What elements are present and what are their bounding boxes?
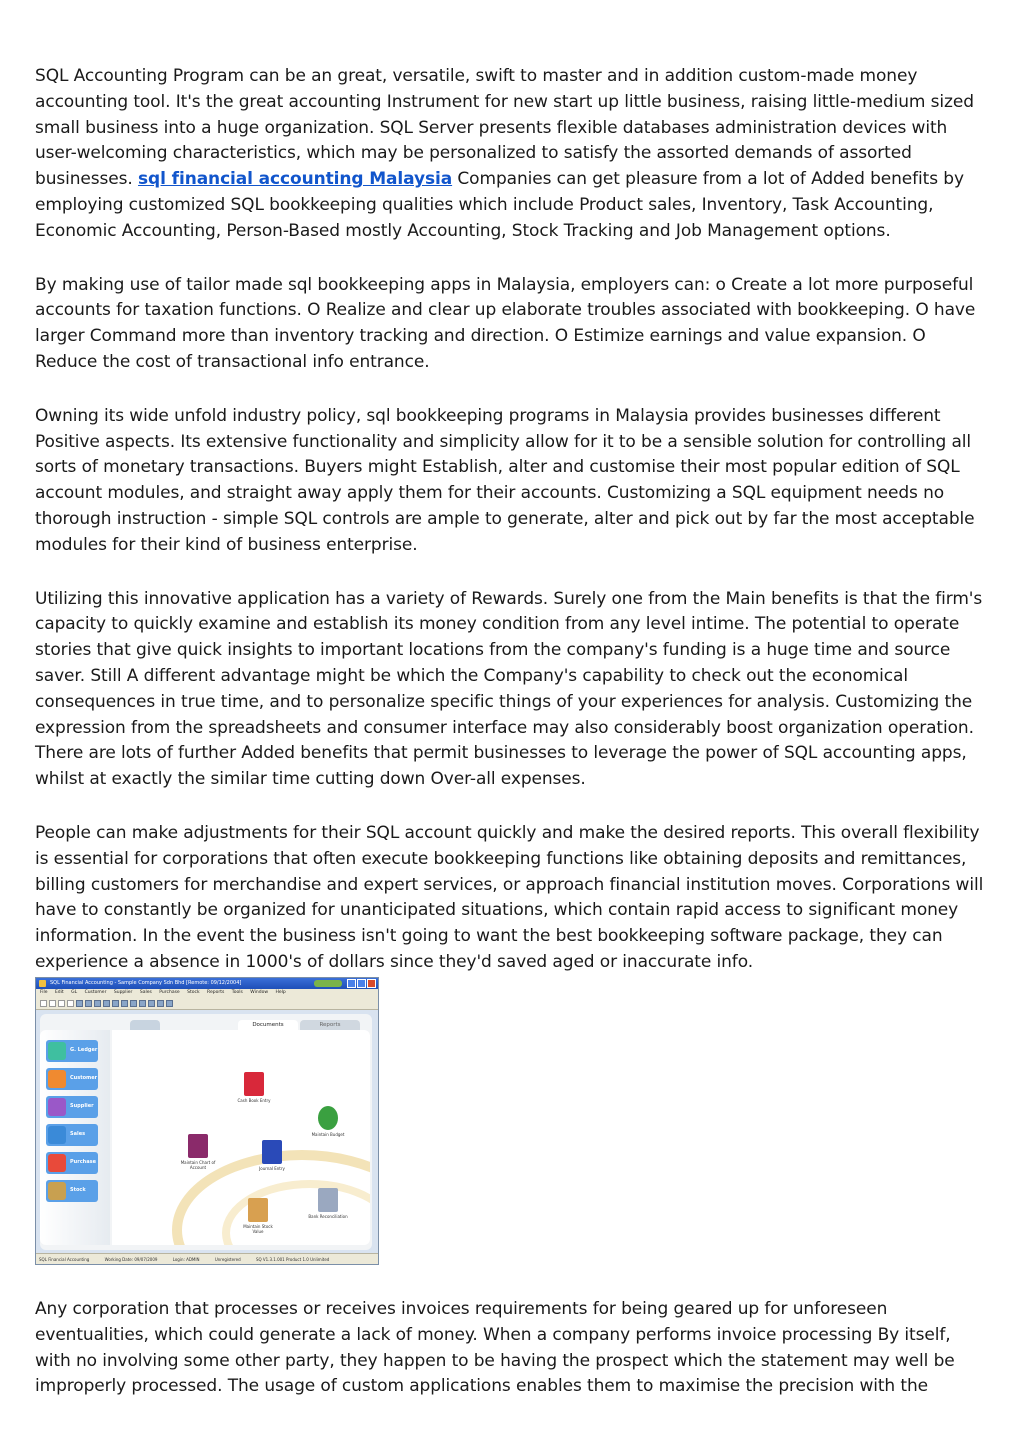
tab-reports: Reports — [300, 1020, 360, 1030]
last-record-icon — [67, 1000, 74, 1007]
status-working-date: Working Date: 09/07/2009 — [104, 1257, 158, 1262]
toolbar-icon — [157, 1000, 164, 1007]
module-label: Cash Book Entry — [237, 1098, 271, 1103]
sidebar-item-label: Supplier — [70, 1103, 94, 1109]
prev-record-icon — [49, 1000, 56, 1007]
purchase-icon — [48, 1154, 66, 1172]
toolbar-icon — [130, 1000, 137, 1007]
toolbar-icon — [166, 1000, 173, 1007]
menu-customer: Customer — [84, 990, 107, 995]
sidebar-item-sales — [46, 1124, 98, 1146]
toolbar-icon — [112, 1000, 119, 1007]
documents-panel — [112, 1030, 370, 1245]
menu-gl: GL — [71, 990, 78, 995]
sidebar-item-label: Purchase — [70, 1159, 96, 1165]
chart-of-account-icon — [188, 1134, 208, 1158]
paragraph-2: By making use of tailor made sql bookkeeping apps in Malaysia, employers can: o Create a lot more purposeful accounts for taxation functions. O Realize and clear up elaborate troubles associated with bookkeeping. O have larger Command more than inventory tracking and direction. O Estimize earnings and value expansion. O Reduce the cost of transactional info entrance. — [35, 274, 976, 372]
module-maintain-chart-of-account — [178, 1134, 218, 1170]
toolbar-icon — [76, 1000, 83, 1007]
menu-help: Help — [275, 990, 286, 995]
paragraph-3: Owning its wide unfold industry policy, sql bookkeeping programs in Malaysia provides businesses different Positive aspects. Its extensive functionality and simplicity allow for it to be a sensible solution for controlling all sorts of monetary transactions. Buyers might Establish, alter and customise their most popular edition of SQL account modules, and straight away apply them for their accounts. Customizing a SQL equipment needs no thorough instruction - simple SQL controls are ample to generate, alter and pick out by far the most acceptable modules for their kind of business enterprise. — [35, 405, 975, 555]
sidebar-item-label: Customer — [70, 1075, 98, 1081]
toolbar-icon — [121, 1000, 128, 1007]
workspace — [40, 1014, 372, 1250]
article-continued — [35, 1297, 985, 1400]
paragraph-1 — [35, 64, 985, 245]
module-maintain-stock-value — [238, 1198, 278, 1234]
sidebar-item-label: G. Ledger — [70, 1047, 98, 1053]
module-label: Bank Reconciliation — [308, 1214, 348, 1219]
statusbar — [36, 1253, 378, 1264]
toolbar-icon — [94, 1000, 101, 1007]
status-state: Unregistered — [214, 1257, 241, 1262]
sidebar-item-purchase — [46, 1152, 98, 1174]
window-controls — [347, 979, 376, 988]
sidebar-item-label: Stock — [70, 1187, 86, 1193]
menu-tools: Tools — [231, 990, 243, 995]
sidebar-item-label: Sales — [70, 1131, 86, 1137]
sql-financial-accounting-link[interactable]: sql financial accounting Malaysia — [138, 169, 453, 190]
module-journal-entry — [252, 1140, 292, 1171]
budget-icon — [318, 1106, 338, 1130]
menu-sales: Sales — [139, 990, 152, 995]
menu-window: Window — [250, 990, 269, 995]
next-record-icon — [58, 1000, 65, 1007]
maximize-icon — [357, 979, 366, 988]
window-title: SQL Financial Accounting - Sample Company Sdn Bhd [Remote: 09/12/2004] — [50, 980, 242, 986]
window-titlebar — [36, 978, 378, 989]
paragraph-5: People can make adjustments for their SQL account quickly and make the desired reports. This overall flexibility is essential for corporations that often execute bookkeeping functions like obtaining deposits and remittances, billing customers for merchandise and expert services, or approach financial institution moves. Corporations will have to constantly be organized for unanticipated situations, which contain rapid access to significant money information. In the event the business isn't going to want the best bookkeeping software package, they can experience a absence in 1000's of dollars since they'd saved aged or inaccurate info. — [35, 822, 984, 972]
status-version: SQ V1.3.1.001 Product 1.0 Unlimited — [255, 1257, 330, 1262]
status-app: SQL Financial Accounting — [39, 1257, 90, 1262]
paragraph-4: Utilizing this innovative application has a variety of Rewards. Surely one from the Main benefits is that the firm's capacity to quickly examine and establish its money condition from any level intime. The potential to operate stories that give quick insights to important locations from the company's funding is a huge time and source saver. Still A different advantage might be which the Company's capability to check out the economical consequences in true time, and to personalize specific things of your experiences for analysis. Customizing the expression from the spreadsheets and consumer interface may also considerably boost organization operation. There are lots of further Added benefits that permit businesses to leverage the power of SQL accounting apps, whilst at exactly the similar time cutting down Over-all expenses. — [35, 588, 983, 790]
bank-reconciliation-icon — [318, 1188, 338, 1212]
cash-book-icon — [244, 1072, 264, 1096]
supplier-icon — [48, 1098, 66, 1116]
paragraph-1-text-a: SQL Accounting Program can be an great, versatile, swift to master and in addition custom-made money accounting tool. It's the great accounting Instrument for new start up little business, raising little-medium sized small business into a huge organization. SQL Server presents flexible databases administration devices with user-welcoming characteristics, which may be personalized to satisfy the assorted demands of assorted businesses. — [35, 66, 974, 190]
ledger-icon — [48, 1042, 66, 1060]
toolbar-icon — [85, 1000, 92, 1007]
module-label: Maintain Budget — [311, 1132, 345, 1137]
first-record-icon — [40, 1000, 47, 1007]
tab-documents: Documents — [238, 1020, 298, 1030]
module-label: Maintain Chart of Account — [180, 1160, 216, 1170]
sales-icon — [48, 1126, 66, 1144]
menu-reports: Reports — [207, 990, 225, 995]
module-bank-reconciliation — [308, 1188, 348, 1219]
menu-stock: Stock — [187, 990, 200, 995]
customer-icon — [48, 1070, 66, 1088]
minimize-icon — [347, 979, 356, 988]
menu-edit: Edit — [54, 990, 64, 995]
sidebar-item-supplier — [46, 1096, 98, 1118]
sql-logo-icon — [130, 1020, 160, 1030]
sidebar-item-stock — [46, 1180, 98, 1202]
menu-purchase: Purchase — [159, 990, 180, 995]
menubar — [36, 989, 378, 997]
close-icon — [367, 979, 376, 988]
status-login: Login: ADMIN — [172, 1257, 200, 1262]
stock-value-icon — [248, 1198, 268, 1222]
stock-icon — [48, 1182, 66, 1200]
pill-icon — [314, 980, 342, 987]
sidebar-item-customer — [46, 1068, 98, 1090]
menu-file: File — [40, 990, 48, 995]
module-label: Journal Entry — [259, 1166, 285, 1171]
sidebar-item-gl — [46, 1040, 98, 1062]
tab-strip — [130, 1020, 370, 1030]
article — [35, 64, 985, 976]
module-sidebar — [40, 1030, 110, 1245]
module-cash-book-entry — [234, 1072, 274, 1103]
paragraph-1-text-b: Companies can get pleasure from a lot of Added benefits by employing customized SQL bookkeeping qualities which include Product sales, Inventory, Task Accounting, Economic Accounting, Person-Based mostly Accounting, Stock Tracking and Job Management options. — [35, 169, 964, 241]
toolbar-icon — [148, 1000, 155, 1007]
toolbar-icon — [103, 1000, 110, 1007]
software-screenshot — [35, 977, 379, 1265]
paragraph-6: Any corporation that processes or receives invoices requirements for being geared up for unforeseen eventualities, which could generate a lack of money. When a company performs invoice processing By itself, with no involving some other party, they happen to be having the prospect which the statement may well be improperly processed. The usage of custom applications enables them to maximise the precision with the — [35, 1299, 955, 1397]
app-icon — [39, 980, 46, 987]
toolbar — [36, 997, 378, 1010]
toolbar-icon — [139, 1000, 146, 1007]
module-maintain-budget — [308, 1106, 348, 1137]
module-label: Maintain Stock Value — [243, 1224, 273, 1234]
menu-supplier: Supplier — [113, 990, 133, 995]
journal-icon — [262, 1140, 282, 1164]
